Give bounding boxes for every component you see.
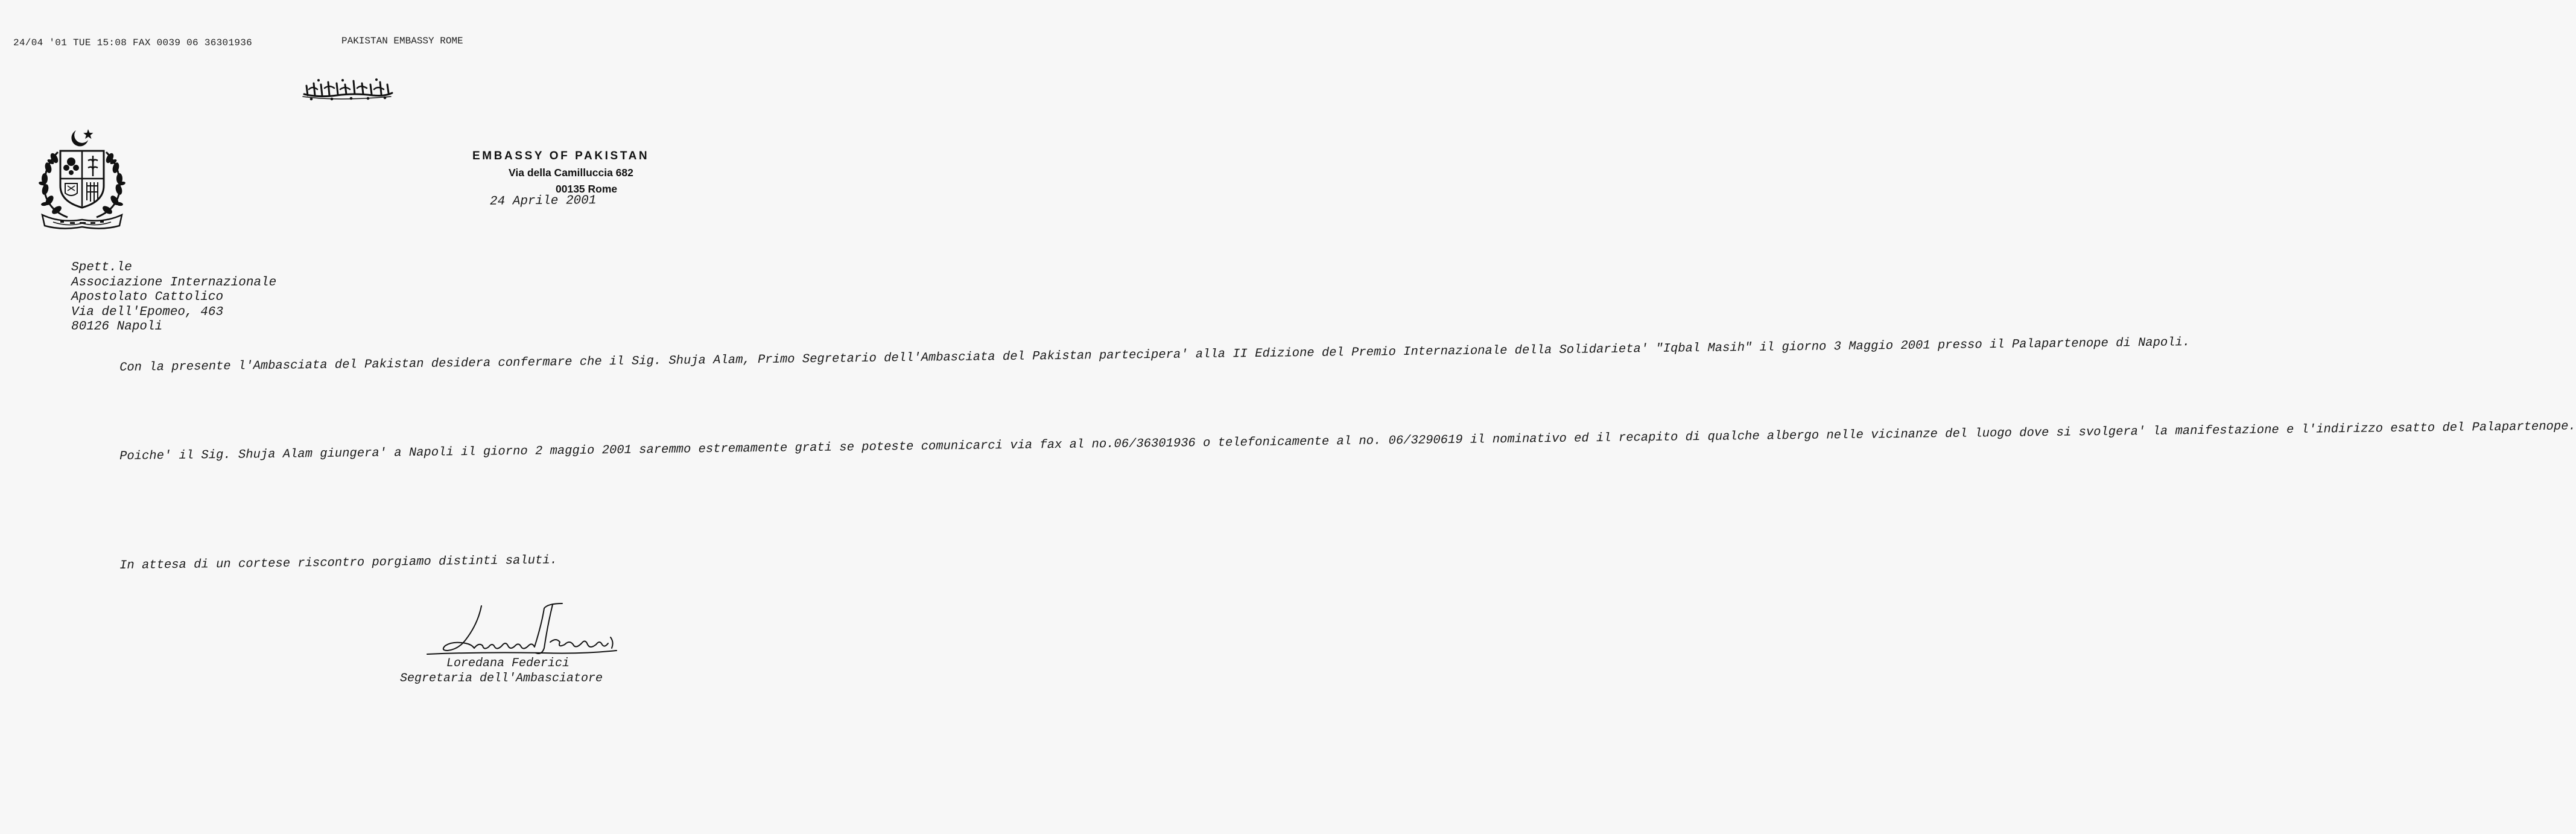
letterhead-address-street: Via della Camilluccia 682 <box>509 167 633 179</box>
signer-name: Loredana Federici <box>446 657 570 670</box>
fax-header-line: 24/04 '01 TUE 15:08 FAX 0039 06 36301936 <box>13 37 253 48</box>
recipient-line: Apostolato Cattolico <box>71 290 224 304</box>
letterhead-address-city: 00135 Rome <box>556 183 618 195</box>
recipient-line: Spett.le <box>71 261 132 275</box>
paragraph-text: Poiche' il Sig. Shuja Alam giungera' a Napoli il giorno 2 maggio 2001 saremmo estremamente grati se poteste comunicarci via fax al no.06/36301936 o telefonicamente al no. 06/3290619 il nominativo ed il recapito di qualche albergo nelle vicinanze del luogo dove si svolgera' la manifestazione e l'indirizzo esatto del Palapartenope. <box>119 419 2576 464</box>
body-paragraph-1 <box>72 336 2191 376</box>
fax-header-sender: PAKISTAN EMBASSY ROME <box>341 36 463 46</box>
recipient-line: Associazione Internazionale <box>71 275 277 290</box>
letterhead-embassy-name: EMBASSY OF PAKISTAN <box>472 150 650 162</box>
closing-text: In attesa di un cortese riscontro porgiamo distinti saluti. <box>119 553 558 573</box>
body-closing <box>72 552 655 574</box>
recipient-line: Via dell'Epomeo, 463 <box>71 305 224 319</box>
body-paragraph-2 <box>72 419 2576 465</box>
recipient-address <box>71 261 276 335</box>
paragraph-text: Con la presente l'Ambasciata del Pakistan desidera confermare che il Sig. Shuja Alam, Primo Segretario dell'Ambasciata del Pakistan partecipera' alla II Edizione del Premio Internazionale della Solidarieta' "Iqbal Masih" il giorno 3 Maggio 2001 presso il Palapartenope di Napoli. <box>119 336 2191 375</box>
handwritten-signature <box>424 600 623 660</box>
bismillah-calligraphy-icon <box>300 77 395 101</box>
recipient-line: 80126 Napoli <box>71 320 163 334</box>
signer-title: Segretaria dell'Ambasciatore <box>400 672 603 686</box>
state-emblem-icon <box>36 126 128 231</box>
letter-date: 24 Aprile 2001 <box>489 194 597 209</box>
